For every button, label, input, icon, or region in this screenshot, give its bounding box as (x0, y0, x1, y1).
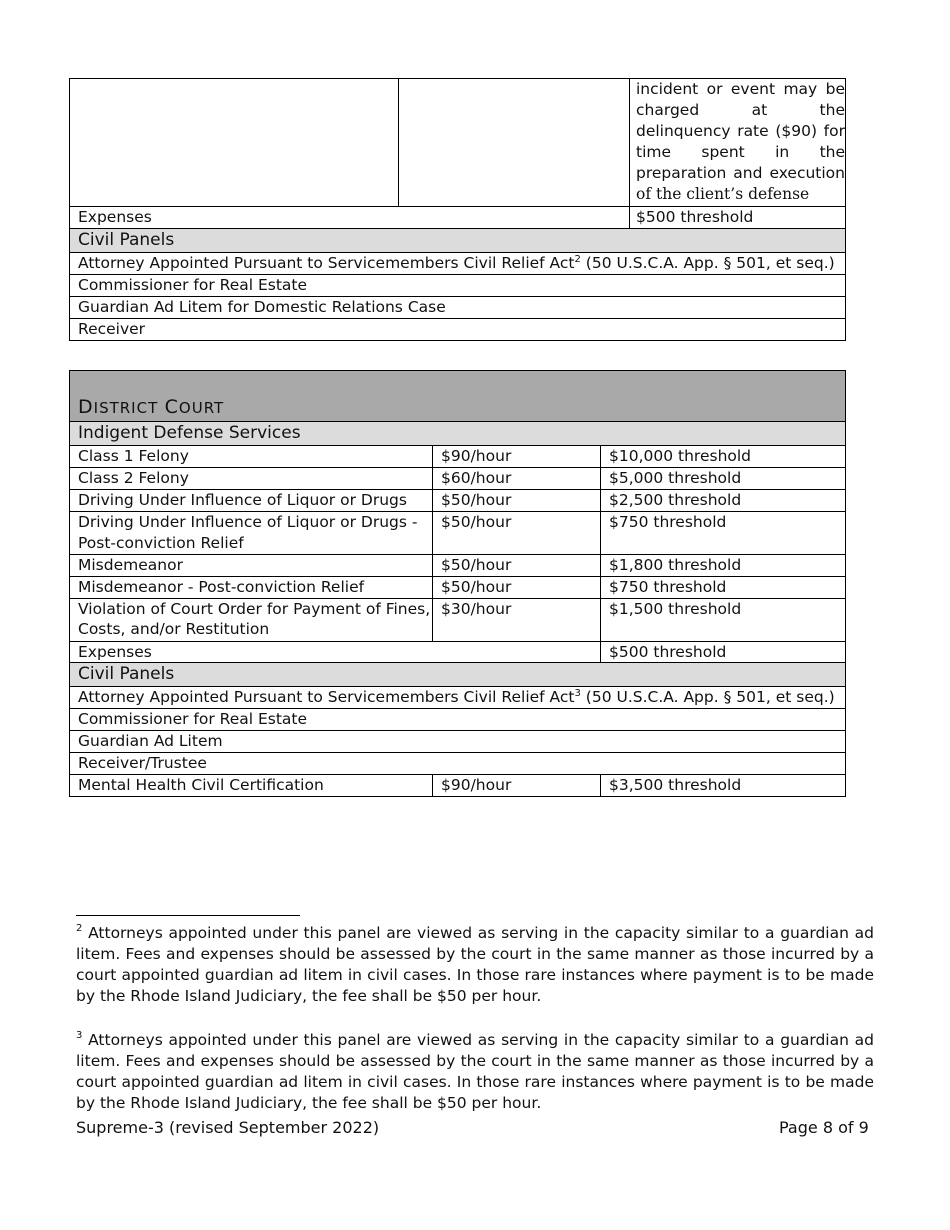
table-row (70, 489, 846, 511)
civil-panel-item: Guardian Ad Litem (70, 731, 846, 753)
note-line: charged at the (636, 100, 845, 119)
hourly-rate: $50/hour (433, 489, 601, 511)
footnote-text: Attorneys appointed under this panel are viewed as serving in the capacity similar to a guardian ad litem. Fees and expenses should be assessed by the court in the same manner as those incurred by a court appointed guardian ad litem in civil cases. In those rare instances where payment is to be made by the Rhode Island Judiciary, the fee shall be $50 per hour. (76, 924, 874, 1005)
document-id: Supreme-3 (revised September 2022) (76, 1118, 380, 1137)
section-band (70, 422, 846, 446)
table-row (70, 467, 846, 489)
civil-panel-item: Receiver (70, 318, 846, 340)
note-line: preparation and execution (636, 163, 845, 182)
case-type: Driving Under Influence of Liquor or Drugs (70, 489, 433, 511)
case-type: Mental Health Civil Certification (70, 775, 433, 797)
fee-threshold: $3,500 threshold (601, 775, 846, 797)
civil-panel-citation: (50 U.S.C.A. App. § 501, et seq.) (580, 688, 835, 707)
footnote-number: 3 (76, 1029, 83, 1041)
hourly-rate: $90/hour (433, 445, 601, 467)
civil-panel-item: Guardian Ad Litem for Domestic Relations Case (70, 296, 846, 318)
section-band (70, 663, 846, 687)
superior-court-fee-table-continued (69, 78, 846, 341)
table-row (70, 709, 846, 731)
expenses-value: $500 threshold (601, 641, 846, 663)
hourly-rate: $90/hour (433, 775, 601, 797)
table-row (70, 554, 846, 576)
table-row (70, 207, 846, 229)
table-row (70, 641, 846, 663)
civil-panel-citation: (50 U.S.C.A. App. § 501, et seq.) (580, 253, 835, 272)
table-row (70, 687, 846, 709)
footnote-number: 2 (76, 922, 83, 934)
hourly-rate: $60/hour (433, 467, 601, 489)
district-court-fee-table (69, 370, 846, 797)
case-type: Class 2 Felony (70, 467, 433, 489)
civil-panel-item: Commissioner for Real Estate (70, 709, 846, 731)
table-row (70, 753, 846, 775)
table-row (70, 511, 846, 554)
case-type: Misdemeanor (70, 554, 433, 576)
note-line: of the client’s defense (636, 184, 810, 203)
table-row (70, 296, 846, 318)
table-row (70, 775, 846, 797)
case-type: Misdemeanor - Post-conviction Relief (70, 576, 433, 598)
section-band (70, 228, 846, 252)
fee-threshold: $10,000 threshold (601, 445, 846, 467)
page-number: Page 8 of 9 (779, 1118, 869, 1137)
note-line: delinquency rate ($90) for (636, 121, 845, 140)
case-type: Class 1 Felony (70, 445, 433, 467)
civil-panel-item (70, 252, 846, 274)
continued-note-cell (630, 79, 846, 207)
table-row (70, 252, 846, 274)
fee-threshold: $2,500 threshold (601, 489, 846, 511)
civil-panel-item (70, 687, 846, 709)
civil-panels-heading: Civil Panels (70, 663, 846, 687)
table-row (70, 274, 846, 296)
hourly-rate: $50/hour (433, 511, 601, 554)
table-row (70, 445, 846, 467)
expenses-label: Expenses (70, 207, 630, 229)
footnote-ref: 3 (574, 688, 581, 700)
note-line: incident or event may be (636, 80, 845, 98)
civil-panels-heading: Civil Panels (70, 228, 846, 252)
table-row (70, 576, 846, 598)
civil-panel-text: Attorney Appointed Pursuant to Servicemembers Civil Relief Act (78, 688, 575, 707)
table-row (70, 318, 846, 340)
fee-threshold: $750 threshold (601, 576, 846, 598)
footnote-ref: 2 (574, 253, 581, 265)
footnote (76, 1030, 874, 1114)
civil-panel-text: Attorney Appointed Pursuant to Servicemembers Civil Relief Act (78, 253, 575, 272)
hourly-rate: $50/hour (433, 576, 601, 598)
civil-panel-item: Receiver/Trustee (70, 753, 846, 775)
table-row (70, 598, 846, 641)
expenses-value: $500 threshold (630, 207, 846, 229)
civil-panel-item: Commissioner for Real Estate (70, 274, 846, 296)
hourly-rate: $30/hour (433, 598, 601, 641)
indigent-defense-heading: Indigent Defense Services (70, 422, 846, 446)
expenses-label: Expenses (70, 641, 601, 663)
fee-threshold: $750 threshold (601, 511, 846, 554)
case-type: Violation of Court Order for Payment of Fines, Costs, and/or Restitution (70, 598, 433, 641)
table-cell (70, 79, 399, 207)
table-row (70, 731, 846, 753)
case-type: Driving Under Influence of Liquor or Drugs - Post-conviction Relief (70, 511, 433, 554)
fee-threshold: $1,500 threshold (601, 598, 846, 641)
footnote-text: Attorneys appointed under this panel are viewed as serving in the capacity similar to a guardian ad litem. Fees and expenses should be assessed by the court in the same manner as those incurred by a court appointed guardian ad litem in civil cases. In those rare instances where payment is to be made by the Rhode Island Judiciary, the fee shall be $50 per hour. (76, 1031, 874, 1112)
hourly-rate: $50/hour (433, 554, 601, 576)
table-row (70, 79, 846, 207)
footnote (76, 923, 874, 1007)
district-court-title: DISTRICT COURT (70, 371, 846, 422)
section-header (70, 371, 846, 422)
fee-threshold: $1,800 threshold (601, 554, 846, 576)
table-cell (399, 79, 630, 207)
fee-threshold: $5,000 threshold (601, 467, 846, 489)
footnote-separator (76, 915, 300, 916)
note-line: time spent in the (636, 142, 845, 161)
